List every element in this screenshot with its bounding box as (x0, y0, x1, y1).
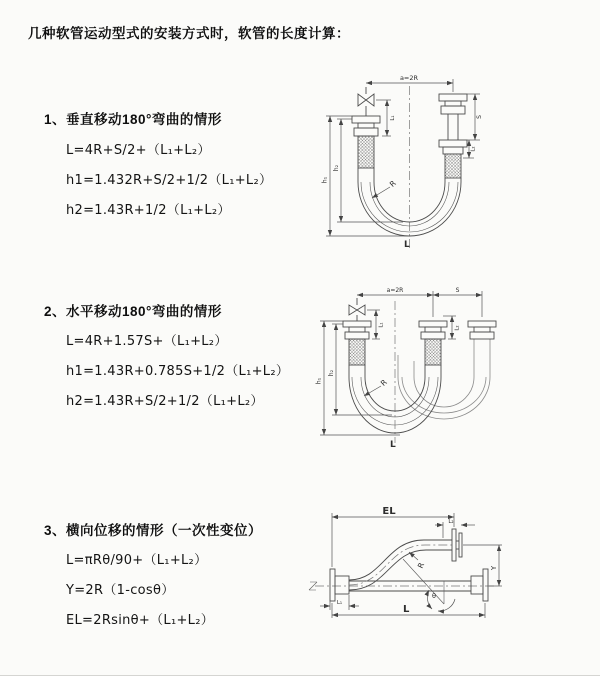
diagram-horizontal-bend (312, 283, 597, 458)
dimension-fitting-right (443, 316, 461, 339)
fitting-right-label: L₂ (454, 325, 461, 331)
dimension-stroke (433, 287, 482, 295)
fitting-right-label: L₂ (448, 519, 454, 525)
stroke-label: S (476, 115, 483, 119)
length-label: L (404, 240, 410, 250)
radius-label: R (387, 178, 398, 189)
right-flange (471, 569, 488, 601)
angle-construction (403, 559, 455, 611)
section-3-formula-l: L=πRθ/90+（L₁+L₂） (66, 553, 208, 568)
dimension-h2 (328, 324, 392, 415)
span-label: a=2R (386, 287, 404, 294)
dimension-offset (463, 545, 502, 586)
diagram-lateral-displacement (303, 503, 595, 651)
hose-u-bend-moved (398, 339, 490, 419)
dimension-fitting-right (435, 519, 475, 538)
h2-label: h₂ (328, 369, 335, 377)
braided-hose-right (445, 154, 461, 178)
h1-label: h₁ (321, 176, 329, 184)
hose-displaced (349, 540, 452, 590)
h2-label: h₂ (333, 164, 340, 172)
fitting-left-label: L₁ (390, 115, 396, 121)
fitting-left-label: L₁ (336, 600, 343, 606)
dimension-fitting-left (376, 100, 396, 136)
braided-hose-left (358, 136, 374, 168)
dimension-fitting-left (367, 310, 385, 339)
radius-label: R (415, 561, 427, 570)
page-title: 几种软管运动型式的安装方式时，软管的长度计算： (28, 26, 350, 41)
radius-label: R (378, 377, 389, 388)
span-label: a=2R (399, 74, 419, 82)
offset-label: Y (490, 565, 498, 571)
fitting-left-label: L₁ (378, 322, 385, 328)
length-label: L (390, 440, 396, 450)
right-flange-upper (439, 94, 467, 140)
section-1-formula-h1: h1=1.432R+S/2+1/2（L₁+L₂） (66, 173, 273, 188)
section-3-heading: 3、横向位移的情形（一次性变位） (44, 523, 263, 538)
braided-hose-middle (425, 339, 441, 365)
dimension-fitting-left (320, 595, 359, 610)
right-flange-lower (439, 140, 467, 154)
length-label: L (403, 604, 410, 615)
section-2-formula-h1: h1=1.43R+0.785S+1/2（L₁+L₂） (66, 364, 290, 379)
section-3-formula-el: EL=2Rsinθ+（L₁+L₂） (66, 613, 215, 628)
section-2-formula-l: L=4R+1.57S+（L₁+L₂） (66, 334, 228, 349)
left-flange (352, 116, 380, 136)
upper-right-flange (452, 529, 462, 561)
diagram-vertical-bend (308, 70, 593, 260)
radius-leader (364, 378, 389, 396)
middle-flange (419, 321, 447, 339)
dimension-fitting-right (463, 140, 477, 158)
dimension-stroke (467, 94, 483, 140)
left-flange (343, 321, 371, 339)
section-1-heading: 1、垂直移动180°弯曲的情形 (44, 112, 222, 127)
dimension-h1 (322, 116, 410, 236)
valve-icon (358, 87, 374, 116)
section-3-formula-y: Y=2R（1-cosθ） (66, 583, 175, 598)
el-label: EL (382, 506, 396, 517)
braided-hose-left (349, 339, 365, 365)
valve-icon (349, 298, 365, 321)
dimension-h1 (316, 321, 401, 435)
section-1-formula-h2: h2=1.43R+1/2（L₁+L₂） (66, 203, 231, 218)
right-flange-moved (468, 321, 496, 339)
dimension-el (332, 506, 454, 567)
dimension-length (332, 603, 485, 618)
section-1-formula-l: L=4R+S/2+（L₁+L₂） (66, 143, 211, 158)
fitting-right-label: L₂ (470, 146, 477, 152)
angle-label: θ (432, 592, 436, 600)
h1-label: h₁ (315, 377, 323, 385)
stroke-label: S (455, 287, 460, 294)
radius-leader (409, 552, 426, 570)
section-2-heading: 2、水平移动180°弯曲的情形 (44, 304, 222, 319)
left-flange (330, 569, 349, 601)
dimension-h2 (333, 119, 403, 222)
section-2-formula-h2: h2=1.43R+S/2+1/2（L₁+L₂） (66, 394, 264, 409)
